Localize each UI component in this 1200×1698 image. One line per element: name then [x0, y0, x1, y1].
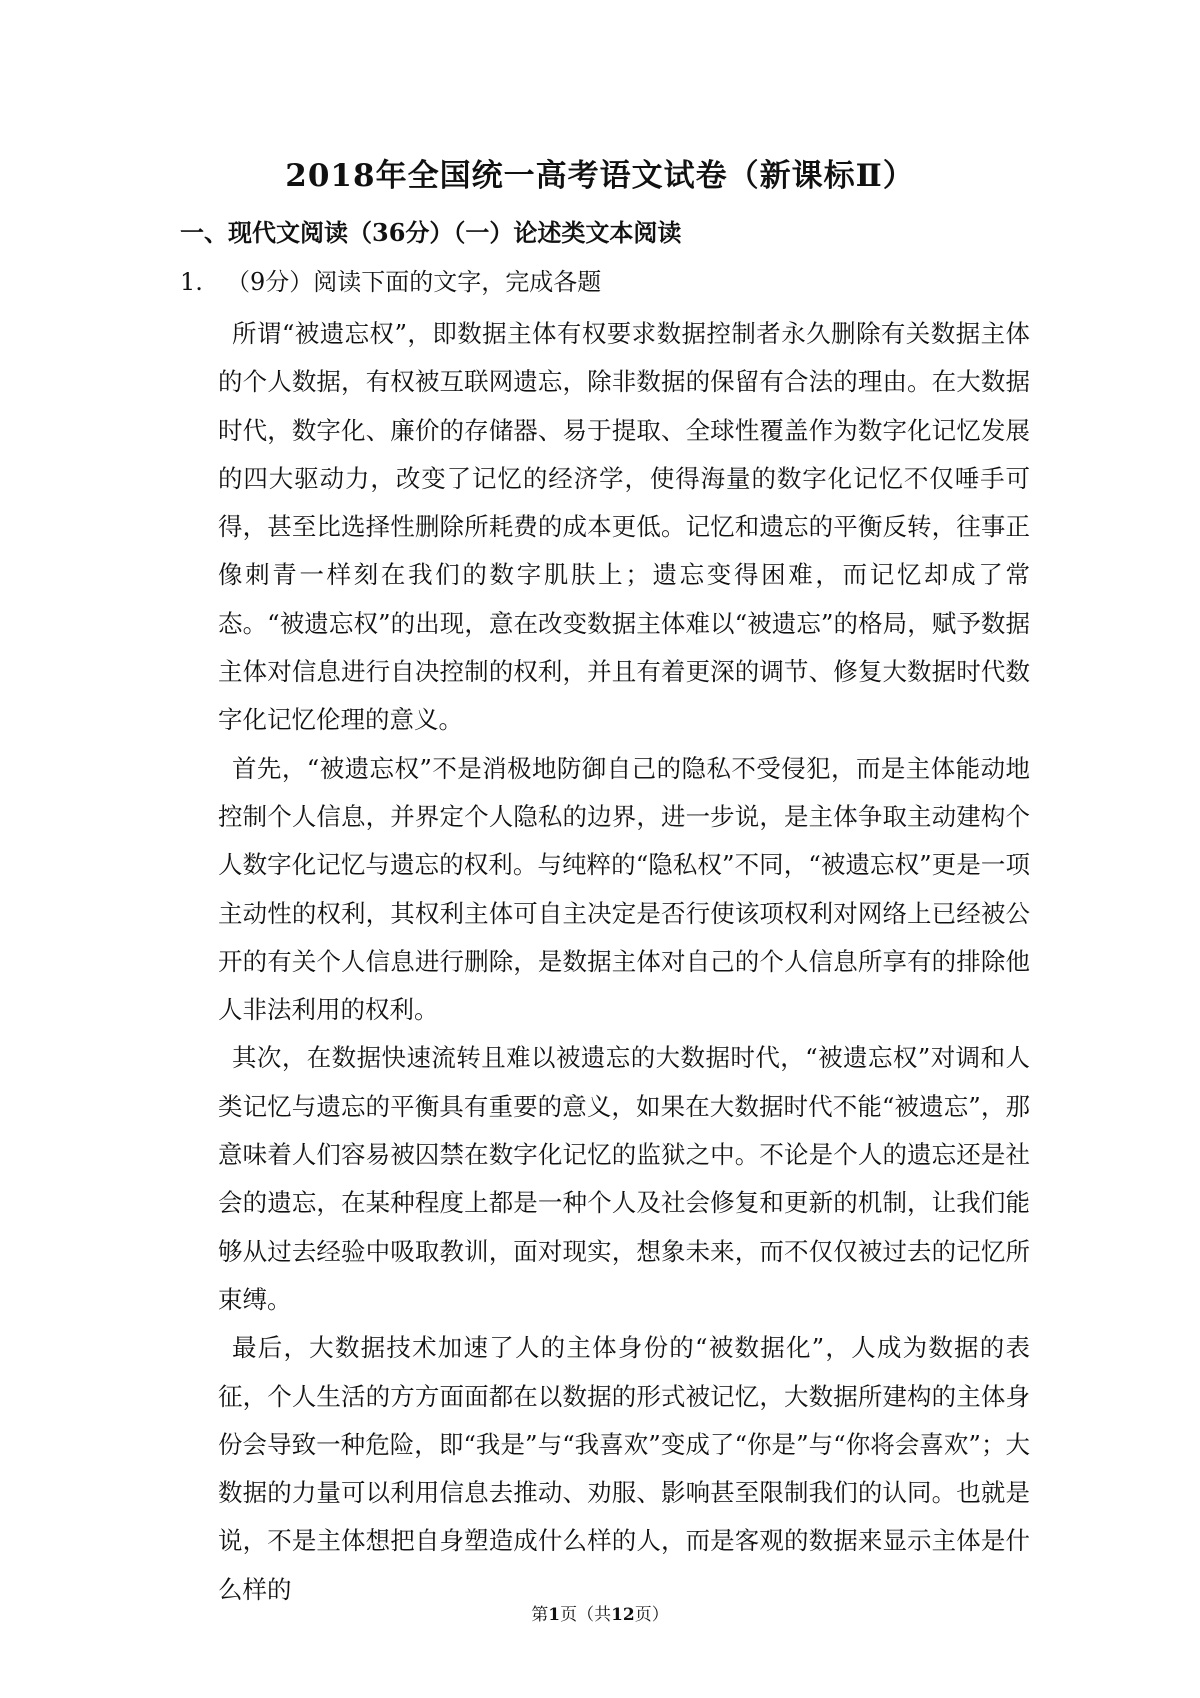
page-footer	[0, 1600, 1200, 1625]
footer-middle: 页（共	[560, 1605, 612, 1625]
section-heading: 一、现代文阅读（36分）（一）论述类文本阅读	[180, 218, 682, 247]
passage-paragraph-2: 首先，“被遗忘权”不是消极地防御自己的隐私不受侵犯，而是主体能动地控制个人信息，并界定个人隐私的边界，进一步说，是主体争取主动建构个人数字化记忆与遗忘的权利。与纯粹的“隐私权”不同，“被遗忘权”更是一项主动性的权利，其权利主体可自主决定是否行使该项权利对网络上已经被公开的有关个人信息进行删除，是数据主体对自己的个人信息所享有的排除他人非法利用的权利。	[218, 753, 1030, 1025]
question-number: 1.	[180, 268, 203, 296]
passage-paragraph-4: 最后，大数据技术加速了人的主体身份的“被数据化”，人成为数据的表征，个人生活的方方面面都在以数据的形式被记忆，大数据所建构的主体身份会导致一种危险，即“我是”与“我喜欢”变成了“你是”与“你将会喜欢”；大数据的力量可以利用信息去推动、劝服、影响甚至限制我们的认同。也就是说，不是主体想把自身塑造成什么样的人，而是客观的数据来显示主体是什么样的	[218, 1333, 1030, 1604]
passage-paragraph-3: 其次，在数据快速流转且难以被遗忘的大数据时代，“被遗忘权”对调和人类记忆与遗忘的平衡具有重要的意义，如果在大数据时代不能“被遗忘”，那意味着人们容易被囚禁在数字化记忆的监狱之中。不论是个人的遗忘还是社会的遗忘，在某种程度上都是一种个人及社会修复和更新的机制，让我们能够从过去经验中吸取教训，面对现实，想象未来，而不仅仅被过去的记忆所束缚。	[218, 1043, 1030, 1314]
question-header	[180, 262, 601, 297]
exam-title: 2018年全国统一高考语文试卷（新课标Ⅱ）	[285, 158, 915, 194]
reading-passage	[218, 310, 1030, 1614]
question-instruction: （9分）阅读下面的文字，完成各题	[226, 268, 602, 296]
passage-paragraph-1: 所谓“被遗忘权”，即数据主体有权要求数据控制者永久删除有关数据主体的个人数据，有权被互联网遗忘，除非数据的保留有合法的理由。在大数据时代，数字化、廉价的存储器、易于提取、全球性覆盖作为数字化记忆发展的四大驱动力，改变了记忆的经济学，使得海量的数字化记忆不仅唾手可得，甚至比选择性删除所耗费的成本更低。记忆和遗忘的平衡反转，往事正像刺青一样刻在我们的数字肌肤上；遗忘变得困难，而记忆却成了常态。“被遗忘权”的出现，意在改变数据主体难以“被遗忘”的格局，赋予数据主体对信息进行自决控制的权利，并且有着更深的调节、修复大数据时代数字化记忆伦理的意义。	[218, 319, 1030, 735]
footer-page-number: 1	[548, 1605, 561, 1625]
footer-suffix: 页）	[634, 1605, 669, 1625]
footer-prefix: 第	[531, 1605, 549, 1625]
footer-total-pages: 12	[611, 1605, 635, 1625]
